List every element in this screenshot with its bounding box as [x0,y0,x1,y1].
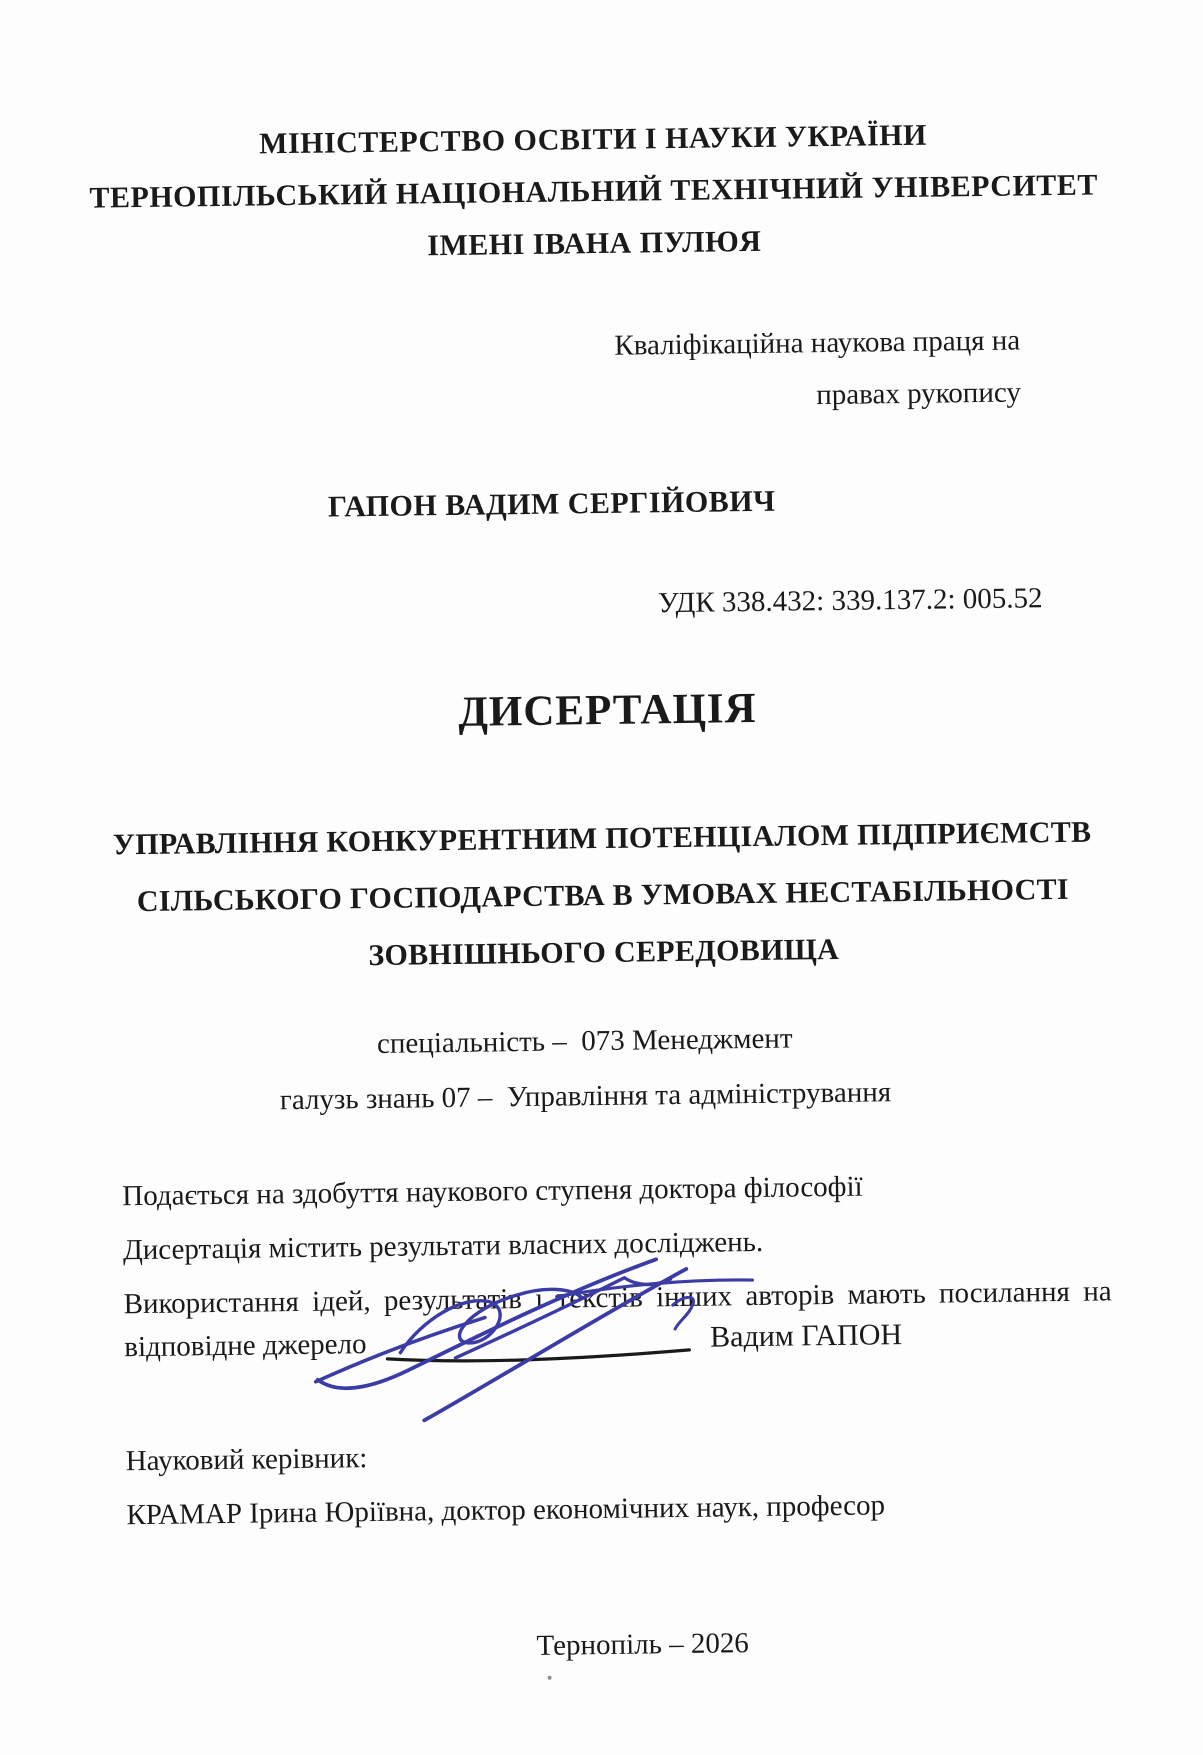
scan-dot-artifact [548,1676,552,1680]
udc-code: УДК 338.432: 339.137.2: 005.52 [657,582,1043,620]
source-reference-label: відповідне джерело [124,1328,367,1364]
specialty-block [3,1006,1203,1132]
knowledge-field-line: галузь знань 07 – Управління та адміністрування [279,1076,892,1117]
supervisor-label: Науковий керівник: [125,1442,368,1478]
dissertation-title [0,802,1203,989]
specialty-line: спеціальність – 073 Менеджмент [376,1022,793,1060]
dissertation-title-line1: УПРАВЛІННЯ КОНКУРЕНТНИМ ПОТЕНЦІАЛОМ ПІДПРИЄМСТВ [112,815,1092,862]
qualification-note [614,314,1021,423]
ministry-line: МІНІСТЕРСТВО ОСВІТИ І НАУКИ УКРАЇНИ [258,118,928,161]
supervisor-block [125,1424,885,1542]
university-line: ТЕРНОПІЛЬСЬКИЙ НАЦІОНАЛЬНИЙ ТЕХНІЧНИЙ УНІВЕРСИТЕТ [89,168,1099,215]
author-name: ГАПОН ВАДИМ СЕРГІЙОВИЧ [327,484,776,524]
qualification-note-line2: правах рукопису [816,376,1022,412]
qualification-note-line1: Кваліфікаційна наукова праця на [614,324,1021,362]
declaration-line3: Використання ідей, результатів і текстів інших авторів мають посилання на [123,1275,1112,1321]
document-type-title: ДИСЕРТАЦІЯ [457,684,757,736]
declaration-line1: Подається на здобуття наукового ступеня доктора філософії [122,1170,863,1213]
university-name-line: ІМЕНІ ІВАНА ПУЛЮЯ [427,224,762,263]
dissertation-title-line3: ЗОВНІШНЬОГО СЕРЕДОВИЩА [368,932,840,973]
city-year-line: Тернопіль – 2026 [536,1627,750,1662]
signature-line [387,1350,689,1362]
institution-header [0,106,1196,278]
declaration-line2: Дисертація містить результати власних досліджень. [122,1225,764,1267]
supervisor-name: КРАМАР Ірина Юріївна, доктор економічних наук, професор [126,1489,886,1532]
dissertation-title-line2: СІЛЬСЬКОГО ГОСПОДАРСТВА В УМОВАХ НЕСТАБІЛЬНОСТІ [136,872,1070,919]
signer-name: Вадим ГАПОН [709,1318,903,1354]
declaration-block [122,1156,1112,1331]
